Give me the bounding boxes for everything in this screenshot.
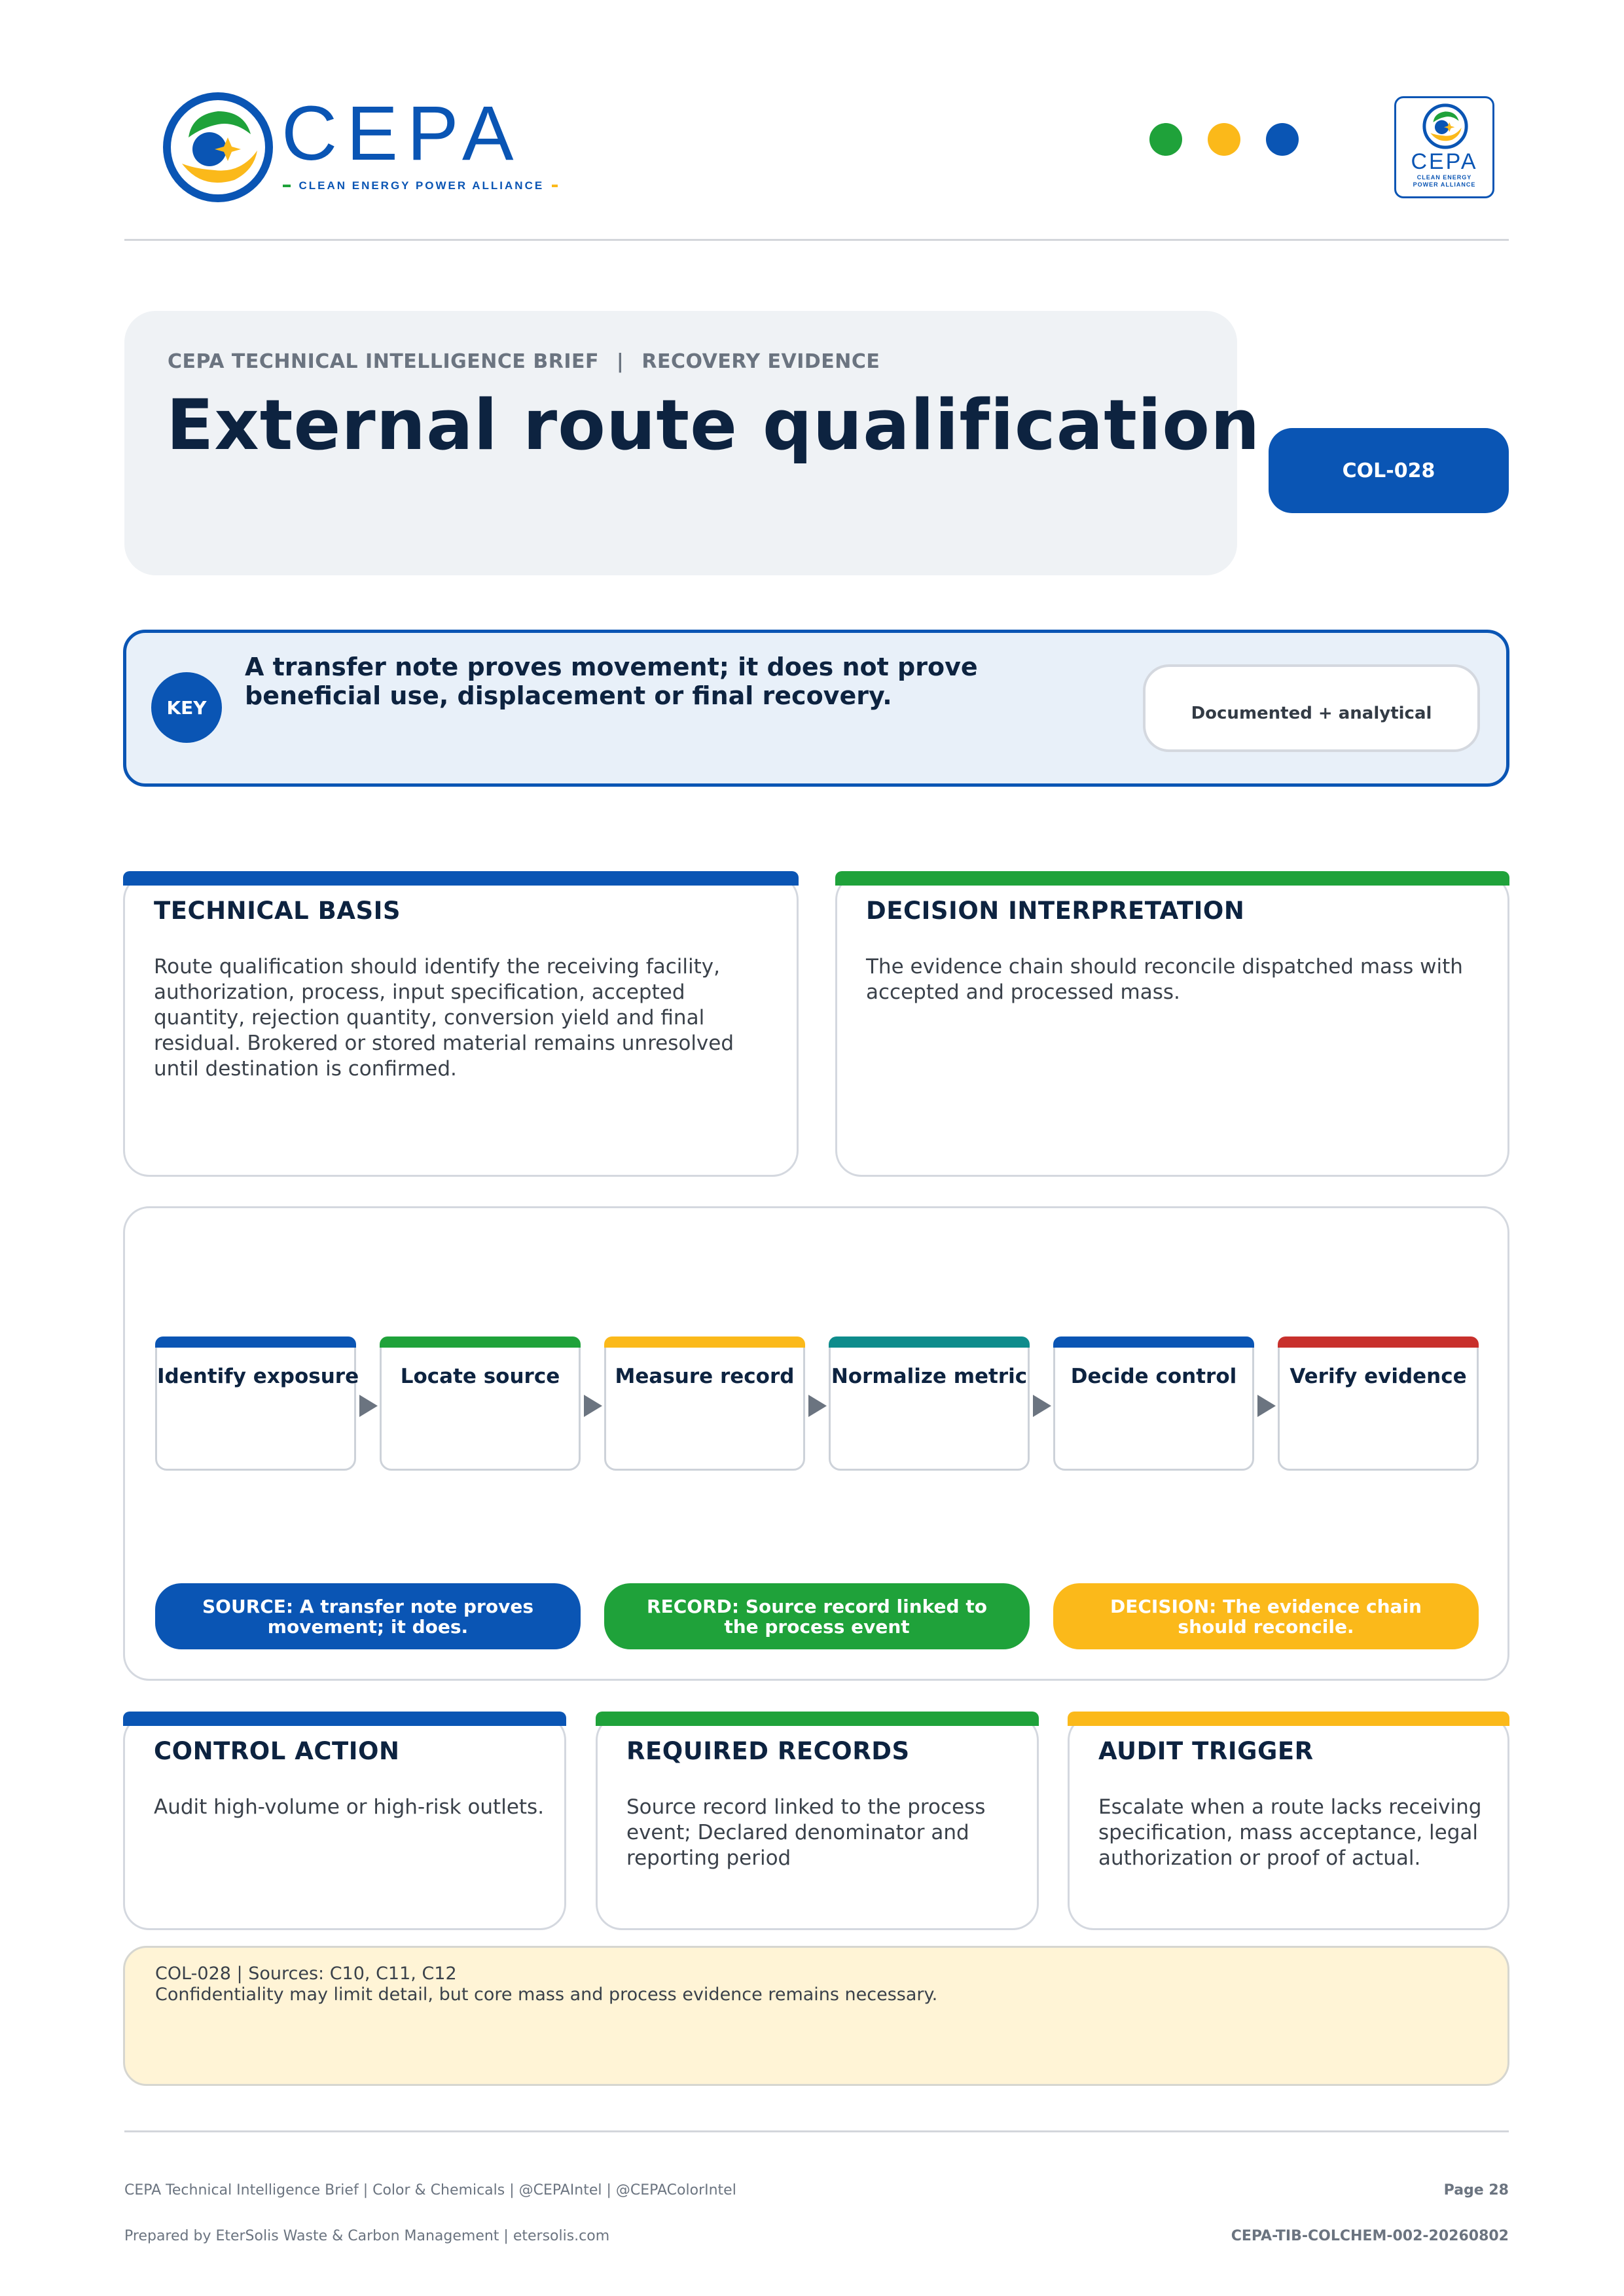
audit-trigger-heading: AUDIT TRIGGER (1098, 1737, 1314, 1765)
flow-step-label: Decide control (1070, 1365, 1237, 1388)
flow-arrow-icon (1033, 1395, 1051, 1417)
decision-interpretation-body: The evidence chain should reconcile dispatched mass with accepted and processed mass. (866, 955, 1463, 1004)
tagline-rule-right (552, 185, 558, 187)
audit-trigger-body: Escalate when a route lacks receiving specification, mass acceptance, legal authorization or proof of actual. (1098, 1795, 1482, 1870)
flow-step-label: Normalize metric (831, 1365, 1028, 1388)
cepa-badge-emblem-icon (1422, 103, 1468, 149)
technical-basis-heading: TECHNICAL BASIS (154, 897, 401, 925)
control-action-accent-bar (123, 1712, 566, 1726)
audit-trigger-accent-bar (1068, 1712, 1509, 1726)
page-title: External route qualification (166, 385, 1261, 465)
flow-step (1053, 1336, 1254, 1471)
cepa-badge (1394, 96, 1494, 198)
key-message: A transfer note proves movement; it does not prove beneficial use, displacement or final recovery. (245, 653, 978, 710)
status-dot-blue (1266, 123, 1299, 156)
flow-step (1278, 1336, 1479, 1471)
key-badge: KEY (151, 672, 222, 743)
footer-publication: CEPA Technical Intelligence Brief | Color & Chemicals | @CEPAIntel | @CEPAColorIntel (124, 2182, 736, 2198)
record-tag: RECORD: Source record linked to the process event (604, 1583, 1030, 1649)
evidence-type-pill: Documented + analytical (1143, 664, 1480, 752)
flow-step-label: Verify evidence (1290, 1365, 1467, 1388)
footer-prepared-by: Prepared by EterSolis Waste & Carbon Management | etersolis.com (124, 2228, 610, 2244)
decision-interpretation-heading: DECISION INTERPRETATION (866, 897, 1245, 925)
flow-step-accent-bar (1053, 1336, 1254, 1348)
flow-step-accent-bar (1278, 1336, 1479, 1348)
flow-arrow-icon (359, 1395, 378, 1417)
document-code-badge: COL-028 (1269, 428, 1509, 513)
page-number: Page 28 (1443, 2182, 1509, 2198)
flow-step (829, 1336, 1030, 1471)
flow-step (155, 1336, 359, 1471)
footer-divider (124, 2130, 1509, 2132)
flow-step-accent-bar (155, 1336, 356, 1348)
flow-step-label: Measure record (615, 1365, 795, 1388)
brief-kicker (168, 350, 880, 373)
confidentiality-line: Confidentiality may limit detail, but core mass and process evidence remains necessary. (155, 1984, 938, 2005)
badge-name: CEPA (1411, 149, 1478, 174)
header-divider (124, 239, 1509, 241)
control-action-heading: CONTROL ACTION (154, 1737, 400, 1765)
flow-step (604, 1336, 805, 1471)
flow-step-label: Locate source (400, 1365, 560, 1388)
sources-line: COL-028 | Sources: C10, C11, C12 (155, 1964, 457, 1984)
flow-step (380, 1336, 581, 1471)
brand-tagline: CLEAN ENERGY POWER ALLIANCE (298, 179, 545, 192)
document-reference: CEPA-TIB-COLCHEM-002-20260802 (1231, 2228, 1509, 2244)
technical-basis-body: Route qualification should identify the receiving facility, authorization, process, input specification, accepted quantity, rejection quantity, conversion yield and final residual. Brokered or stored material remains unresolved until destination is confirmed. (154, 955, 734, 1081)
tagline-rule-left (283, 185, 291, 187)
required-records-body: Source record linked to the process event; Declared denominator and reporting period (626, 1795, 986, 1870)
status-dot-yellow (1208, 123, 1240, 156)
flow-step-accent-bar (380, 1336, 581, 1348)
kicker-separator: | (616, 350, 624, 373)
required-records-heading: REQUIRED RECORDS (626, 1737, 910, 1765)
badge-tagline: CLEAN ENERGY POWER ALLIANCE (1413, 174, 1476, 188)
flow-arrow-icon (584, 1395, 602, 1417)
technical-basis-accent-bar (123, 871, 799, 886)
flow-step-accent-bar (829, 1336, 1030, 1348)
cepa-logo (162, 92, 563, 203)
decision-tag: DECISION: The evidence chain should reconcile. (1053, 1583, 1479, 1649)
brand-name: CEPA (281, 90, 523, 177)
flow-arrow-icon (808, 1395, 827, 1417)
status-dot-green (1149, 123, 1182, 156)
flow-step-label: Identify exposure (157, 1365, 359, 1388)
kicker-topic: RECOVERY EVIDENCE (641, 350, 880, 373)
brand-tagline-row (283, 178, 558, 194)
flow-arrow-icon (1257, 1395, 1276, 1417)
cepa-emblem-icon (162, 92, 274, 203)
control-action-body: Audit high-volume or high-risk outlets. (154, 1795, 545, 1819)
flow-step-accent-bar (604, 1336, 805, 1348)
required-records-accent-bar (596, 1712, 1039, 1726)
decision-interpretation-accent-bar (835, 871, 1509, 886)
kicker-series: CEPA TECHNICAL INTELLIGENCE BRIEF (168, 350, 599, 373)
source-tag: SOURCE: A transfer note proves movement; it does. (155, 1583, 581, 1649)
